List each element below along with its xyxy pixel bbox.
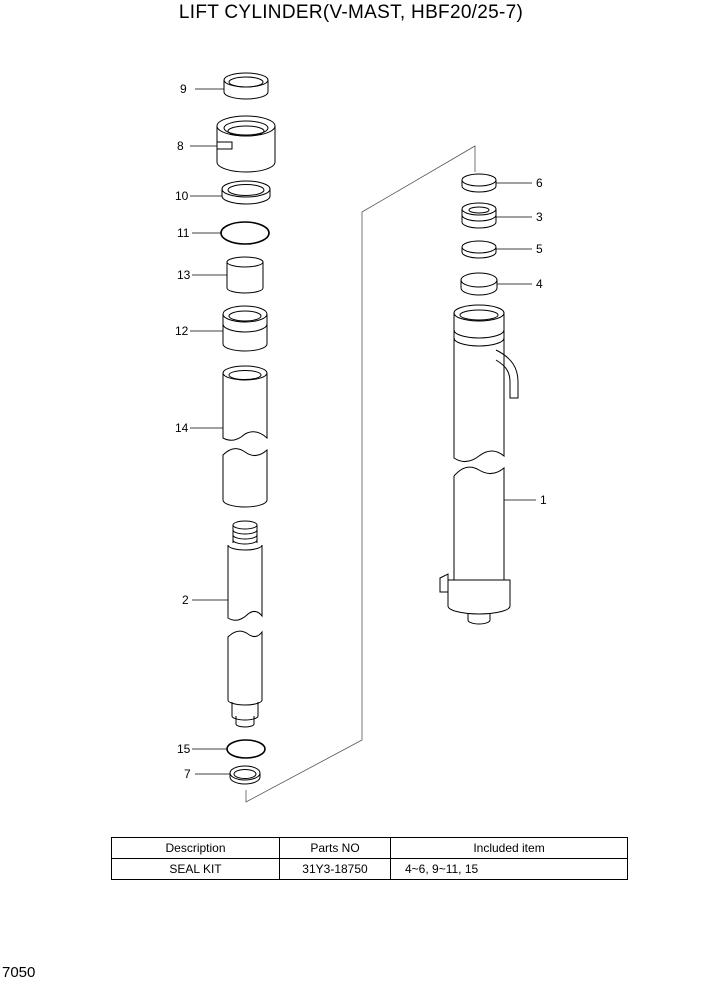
table-header-row: [112, 838, 628, 859]
assembly-guide-line-lower: [246, 212, 362, 802]
callout-9: 9: [180, 82, 187, 96]
part-2-piston-rod: [228, 521, 262, 727]
header-parts-no: Parts NO: [280, 838, 391, 859]
cell-parts-no: 31Y3-18750: [280, 859, 391, 880]
callout-8: 8: [177, 139, 184, 153]
part-5-split-ring: [462, 241, 496, 258]
part-9-wiper-ring: [224, 73, 268, 99]
part-7-retaining-ring: [230, 766, 260, 784]
callout-7: 7: [184, 767, 191, 781]
callout-15: 15: [177, 742, 191, 756]
part-12-stop-ring: [223, 306, 267, 351]
page-code: 7050: [2, 964, 36, 981]
header-included-item: Included item: [391, 838, 628, 859]
callout-6: 6: [536, 176, 543, 190]
parts-table: [111, 837, 628, 880]
callout-11: 11: [177, 226, 190, 240]
part-6-wiper: [462, 174, 496, 192]
callout-10: 10: [175, 189, 189, 203]
callout-3: 3: [536, 210, 543, 224]
part-11-o-ring: [221, 222, 269, 244]
callout-12: 12: [175, 324, 189, 338]
part-8-cylinder-head: [217, 116, 275, 172]
part-15-o-ring: [227, 740, 265, 758]
assembly-guide-line: [362, 146, 475, 212]
callout-2: 2: [182, 593, 189, 607]
callout-13: 13: [177, 268, 191, 282]
callout-4: 4: [536, 277, 543, 291]
part-10-backup-ring: [222, 181, 270, 204]
part-3-packing: [462, 203, 496, 228]
cell-description: SEAL KIT: [112, 859, 280, 880]
part-14-tube-section: [223, 366, 267, 507]
callout-1: 1: [540, 493, 547, 507]
table-row: [112, 859, 628, 880]
part-4-ring: [461, 273, 497, 295]
callout-14: 14: [175, 421, 189, 435]
page-title: LIFT CYLINDER(V-MAST, HBF20/25-7): [178, 2, 524, 23]
part-13-bushing: [227, 257, 263, 293]
callout-5: 5: [536, 242, 543, 256]
header-description: Description: [112, 838, 280, 859]
cell-included-item: 4~6, 9~11, 15: [391, 859, 628, 880]
part-1-cylinder-tube: [440, 305, 518, 624]
